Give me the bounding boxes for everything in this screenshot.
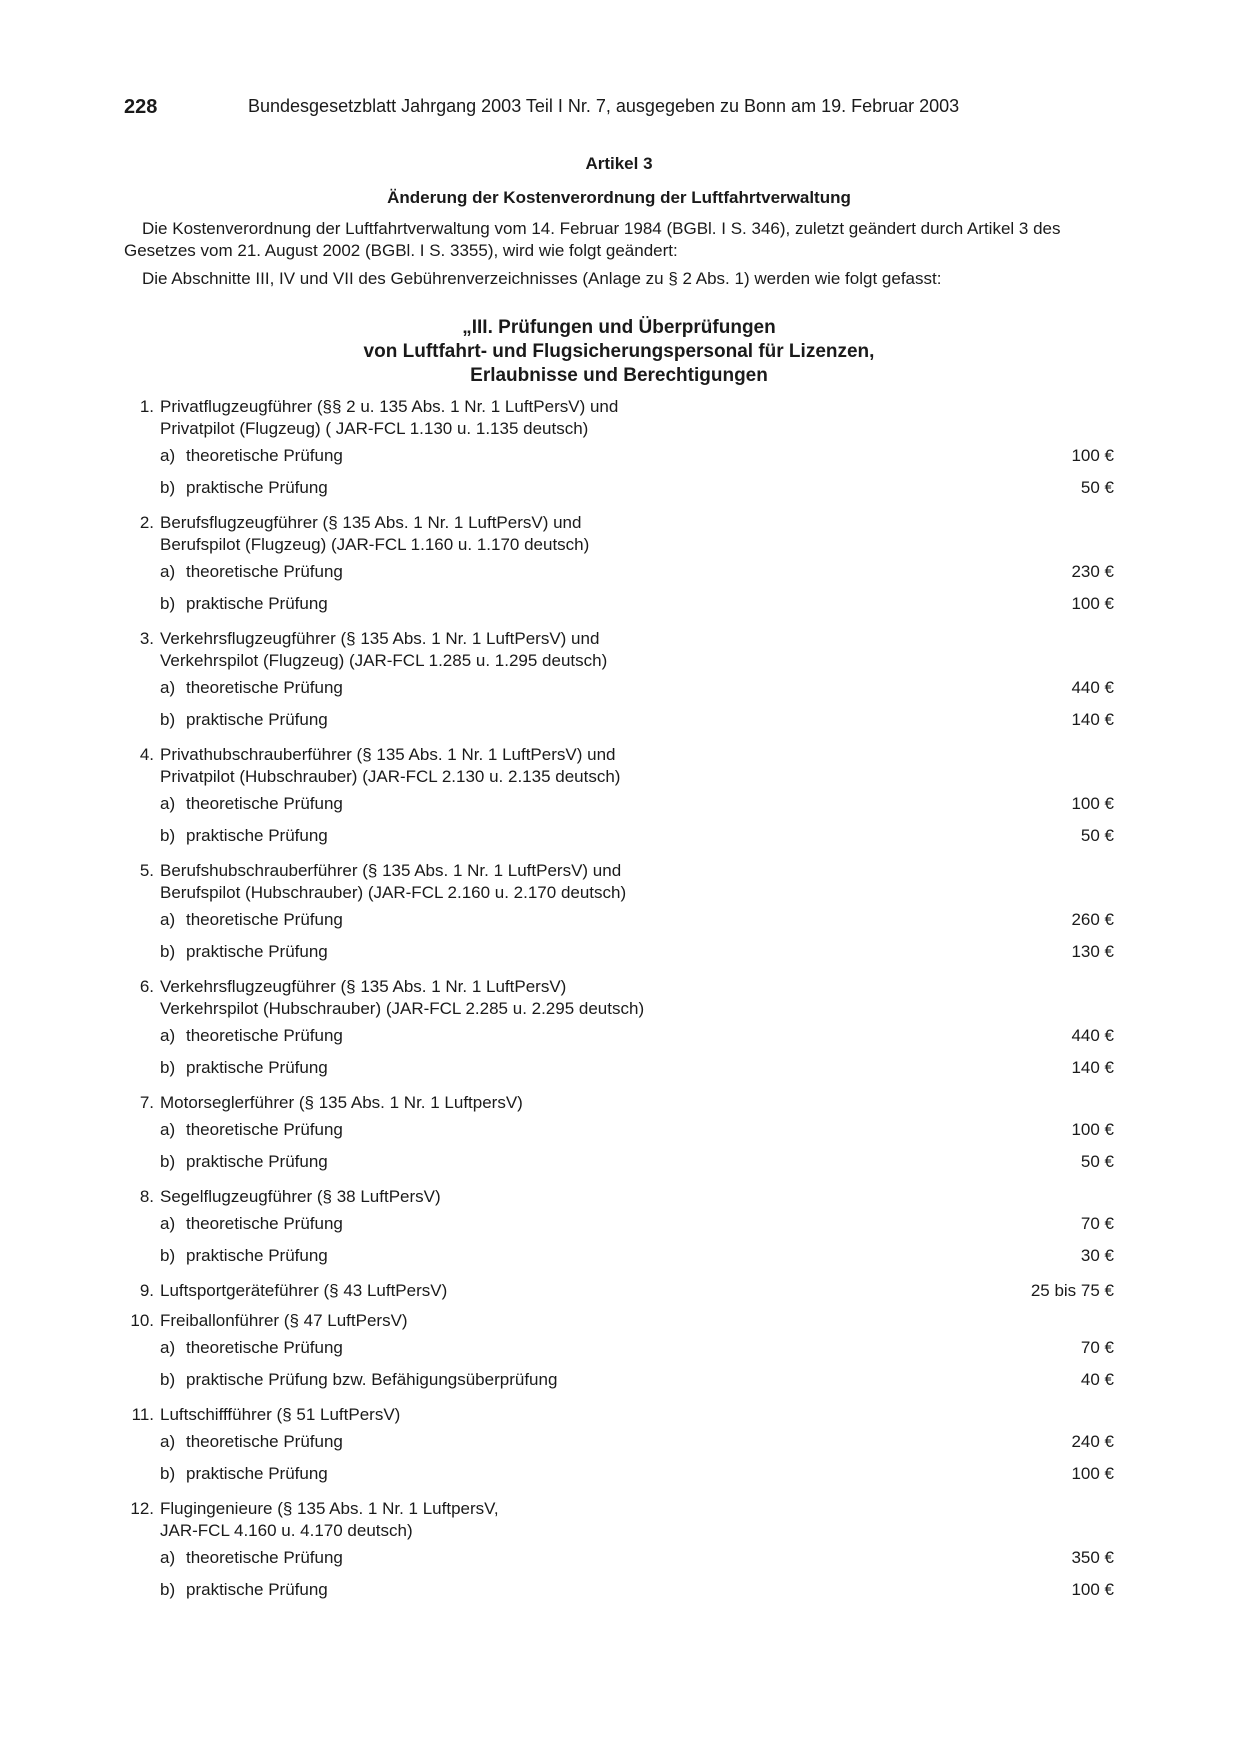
item-number: 7. bbox=[139, 1093, 154, 1112]
running-head: Bundesgesetzblatt Jahrgang 2003 Teil I Nr. 7, ausgegeben zu Bonn am 19. Februar 2003 bbox=[248, 96, 960, 116]
fee-item-heading bbox=[124, 512, 1114, 556]
sub-item-fee: 100 € bbox=[1071, 594, 1114, 613]
sub-item-fee: 40 € bbox=[1080, 1370, 1114, 1389]
item-text-line: Privatpilot (Flugzeug) ( JAR-FCL 1.130 u. 1.135 deutsch) bbox=[160, 419, 589, 438]
item-fee: 25 bis 75 € bbox=[1030, 1281, 1114, 1300]
item-text-line: Verkehrspilot (Hubschrauber) (JAR-FCL 2.285 u. 2.295 deutsch) bbox=[160, 999, 645, 1018]
sub-item bbox=[124, 588, 1114, 620]
item-number: 3. bbox=[139, 629, 154, 648]
sub-item-text: praktische Prüfung bzw. Befähigungsüberprüfung bbox=[186, 1370, 558, 1389]
sub-item bbox=[124, 1052, 1114, 1084]
sub-item-text: praktische Prüfung bbox=[186, 1152, 328, 1171]
sub-item-fee: 30 € bbox=[1080, 1246, 1114, 1265]
fee-item bbox=[124, 1092, 1114, 1178]
sub-item bbox=[124, 472, 1114, 504]
sub-item-text: praktische Prüfung bbox=[186, 1464, 328, 1483]
sub-item bbox=[124, 1426, 1114, 1458]
item-number: 6. bbox=[139, 977, 154, 996]
sub-item-letter: b) bbox=[160, 826, 176, 845]
sub-item-letter: b) bbox=[160, 942, 176, 961]
sub-item-letter: a) bbox=[160, 446, 176, 465]
item-text-line: Verkehrsflugzeugführer (§ 135 Abs. 1 Nr. 1 LuftPersV) bbox=[160, 977, 567, 996]
item-number: 12. bbox=[130, 1499, 154, 1518]
sub-item-letter: b) bbox=[160, 1246, 176, 1265]
sub-item-fee: 230 € bbox=[1071, 562, 1114, 581]
item-text-line: Berufshubschrauberführer (§ 135 Abs. 1 Nr. 1 LuftPersV) und bbox=[160, 861, 622, 880]
sub-item-text: theoretische Prüfung bbox=[186, 1548, 343, 1567]
fee-item-heading bbox=[124, 1310, 1114, 1332]
sub-item-text: theoretische Prüfung bbox=[186, 678, 343, 697]
sub-item-fee: 440 € bbox=[1071, 678, 1114, 697]
item-number: 9. bbox=[139, 1281, 154, 1300]
article-label: Artikel 3 bbox=[585, 154, 653, 173]
document-page bbox=[124, 96, 1114, 1606]
item-number: 4. bbox=[139, 745, 154, 764]
item-number: 5. bbox=[139, 861, 154, 880]
fee-item bbox=[124, 1186, 1114, 1272]
sub-item bbox=[124, 1020, 1114, 1052]
intro-paragraph: Die Kostenverordnung der Luftfahrtverwaltung vom 14. Februar 1984 (BGBl. I S. 346), zuletzt geändert durch Artikel 3 des Gesetzes vom 21. August 2002 (BGBl. I S. 3355), wird wie folgt geändert: bbox=[124, 219, 1061, 260]
sub-item-text: theoretische Prüfung bbox=[186, 1214, 343, 1233]
sub-item bbox=[124, 1332, 1114, 1364]
sub-item-letter: b) bbox=[160, 594, 176, 613]
sub-item-letter: b) bbox=[160, 1058, 176, 1077]
sub-item bbox=[124, 788, 1114, 820]
fee-item-heading bbox=[124, 744, 1114, 788]
sub-item-text: praktische Prüfung bbox=[186, 942, 328, 961]
sub-item-letter: a) bbox=[160, 562, 176, 581]
fee-item bbox=[124, 860, 1114, 968]
sub-item-letter: a) bbox=[160, 1120, 176, 1139]
sub-item-letter: b) bbox=[160, 710, 176, 729]
item-text-line: Segelflugzeugführer (§ 38 LuftPersV) bbox=[160, 1187, 441, 1206]
sub-item bbox=[124, 1208, 1114, 1240]
sub-item-fee: 440 € bbox=[1071, 1026, 1114, 1045]
sub-item-fee: 70 € bbox=[1080, 1338, 1114, 1357]
sub-item-fee: 140 € bbox=[1071, 1058, 1114, 1077]
sub-item-text: praktische Prüfung bbox=[186, 1246, 328, 1265]
sub-item bbox=[124, 1574, 1114, 1606]
fee-item-heading bbox=[124, 1498, 1114, 1542]
item-number: 2. bbox=[139, 513, 154, 532]
fee-item-heading bbox=[124, 628, 1114, 672]
sub-item-letter: b) bbox=[160, 1370, 176, 1389]
fee-item bbox=[124, 976, 1114, 1084]
item-number: 10. bbox=[130, 1311, 154, 1330]
item-text-line: Berufsflugzeugführer (§ 135 Abs. 1 Nr. 1 LuftPersV) und bbox=[160, 513, 582, 532]
sub-item bbox=[124, 1364, 1114, 1396]
item-text-line: Motorseglerführer (§ 135 Abs. 1 Nr. 1 LuftpersV) bbox=[160, 1093, 523, 1112]
sub-item-text: theoretische Prüfung bbox=[186, 794, 343, 813]
sub-item-letter: b) bbox=[160, 1464, 176, 1483]
fee-item bbox=[124, 396, 1114, 504]
page-number: 228 bbox=[124, 96, 158, 118]
item-text-line: Luftsportgeräteführer (§ 43 LuftPersV) bbox=[160, 1281, 448, 1300]
item-text-line: Freiballonführer (§ 47 LuftPersV) bbox=[160, 1311, 408, 1330]
sub-item bbox=[124, 1240, 1114, 1272]
sub-item-text: theoretische Prüfung bbox=[186, 910, 343, 929]
item-text-line: Berufspilot (Hubschrauber) (JAR-FCL 2.160 u. 2.170 deutsch) bbox=[160, 883, 627, 902]
item-text-line: Privatflugzeugführer (§§ 2 u. 135 Abs. 1 Nr. 1 LuftPersV) und bbox=[160, 397, 619, 416]
sub-item-text: theoretische Prüfung bbox=[186, 1338, 343, 1357]
amendment-paragraph: Die Abschnitte III, IV und VII des Gebührenverzeichnisses (Anlage zu § 2 Abs. 1) werden wie folgt gefasst: bbox=[142, 269, 942, 288]
sub-item bbox=[124, 440, 1114, 472]
sub-item-fee: 100 € bbox=[1071, 1464, 1114, 1483]
sub-item-fee: 130 € bbox=[1071, 942, 1114, 961]
sub-item-letter: a) bbox=[160, 910, 176, 929]
section-title-line: von Luftfahrt- und Flugsicherungspersonal für Lizenzen, bbox=[363, 341, 875, 362]
sub-item-fee: 240 € bbox=[1071, 1432, 1114, 1451]
sub-item-text: theoretische Prüfung bbox=[186, 446, 343, 465]
fee-item bbox=[124, 512, 1114, 620]
sub-item bbox=[124, 1146, 1114, 1178]
fee-item-heading bbox=[124, 860, 1114, 904]
item-number: 8. bbox=[139, 1187, 154, 1206]
sub-item-text: praktische Prüfung bbox=[186, 710, 328, 729]
page-header bbox=[124, 96, 1114, 130]
sub-item-text: praktische Prüfung bbox=[186, 478, 328, 497]
item-text-line: Verkehrsflugzeugführer (§ 135 Abs. 1 Nr. 1 LuftPersV) und bbox=[160, 629, 600, 648]
sub-item-fee: 100 € bbox=[1071, 1120, 1114, 1139]
item-text-line: Berufspilot (Flugzeug) (JAR-FCL 1.160 u. 1.170 deutsch) bbox=[160, 535, 590, 554]
fee-item bbox=[124, 1310, 1114, 1396]
sub-item-letter: a) bbox=[160, 1214, 176, 1233]
fee-item bbox=[124, 628, 1114, 736]
sub-item-letter: a) bbox=[160, 1338, 176, 1357]
sub-item-fee: 100 € bbox=[1071, 446, 1114, 465]
sub-item-letter: b) bbox=[160, 1152, 176, 1171]
sub-item-fee: 50 € bbox=[1080, 478, 1114, 497]
fee-item bbox=[124, 1280, 1114, 1302]
sub-item-fee: 260 € bbox=[1071, 910, 1114, 929]
fee-item-heading bbox=[124, 1404, 1114, 1426]
sub-item-text: theoretische Prüfung bbox=[186, 1026, 343, 1045]
sub-item bbox=[124, 820, 1114, 852]
item-text-line: Verkehrspilot (Flugzeug) (JAR-FCL 1.285 u. 1.295 deutsch) bbox=[160, 651, 608, 670]
sub-item bbox=[124, 904, 1114, 936]
sub-item-fee: 50 € bbox=[1080, 1152, 1114, 1171]
item-number: 1. bbox=[139, 397, 154, 416]
sub-item bbox=[124, 556, 1114, 588]
sub-item bbox=[124, 704, 1114, 736]
sub-item bbox=[124, 1458, 1114, 1490]
item-text-line: Flugingenieure (§ 135 Abs. 1 Nr. 1 LuftpersV, bbox=[160, 1499, 499, 1518]
sub-item-letter: a) bbox=[160, 678, 176, 697]
sub-item bbox=[124, 1114, 1114, 1146]
sub-item-text: praktische Prüfung bbox=[186, 826, 328, 845]
sub-item-text: theoretische Prüfung bbox=[186, 562, 343, 581]
sub-item-letter: b) bbox=[160, 1580, 176, 1599]
sub-item-text: praktische Prüfung bbox=[186, 1058, 328, 1077]
item-text-line: Luftschiffführer (§ 51 LuftPersV) bbox=[160, 1405, 401, 1424]
section-title-line: Erlaubnisse und Berechtigungen bbox=[470, 365, 768, 386]
sub-item-letter: a) bbox=[160, 1548, 176, 1567]
fee-item-heading bbox=[124, 1280, 1114, 1302]
sub-item-fee: 100 € bbox=[1071, 1580, 1114, 1599]
sub-item-letter: b) bbox=[160, 478, 176, 497]
sub-item-text: praktische Prüfung bbox=[186, 1580, 328, 1599]
fee-item bbox=[124, 1404, 1114, 1490]
item-text-line: Privathubschrauberführer (§ 135 Abs. 1 Nr. 1 LuftPersV) und bbox=[160, 745, 616, 764]
fee-item bbox=[124, 744, 1114, 852]
item-number: 11. bbox=[131, 1405, 154, 1424]
section-title-line: „III. Prüfungen und Überprüfungen bbox=[462, 317, 776, 338]
fee-item-heading bbox=[124, 976, 1114, 1020]
sub-item-text: praktische Prüfung bbox=[186, 594, 328, 613]
fee-item-heading bbox=[124, 1092, 1114, 1114]
sub-item-text: theoretische Prüfung bbox=[186, 1432, 343, 1451]
sub-item-letter: a) bbox=[160, 1026, 176, 1045]
sub-item-letter: a) bbox=[160, 1432, 176, 1451]
sub-item-fee: 70 € bbox=[1080, 1214, 1114, 1233]
sub-item-text: theoretische Prüfung bbox=[186, 1120, 343, 1139]
sub-item bbox=[124, 936, 1114, 968]
sub-item-fee: 350 € bbox=[1071, 1548, 1114, 1567]
item-text-line: JAR-FCL 4.160 u. 4.170 deutsch) bbox=[160, 1521, 413, 1540]
sub-item bbox=[124, 1542, 1114, 1574]
fee-item-heading bbox=[124, 1186, 1114, 1208]
section-title bbox=[124, 316, 1114, 388]
item-text-line: Privatpilot (Hubschrauber) (JAR-FCL 2.130 u. 2.135 deutsch) bbox=[160, 767, 621, 786]
sub-item-fee: 100 € bbox=[1071, 794, 1114, 813]
fee-schedule-list bbox=[124, 396, 1114, 1606]
sub-item-fee: 140 € bbox=[1071, 710, 1114, 729]
fee-item-heading bbox=[124, 396, 1114, 440]
fee-item bbox=[124, 1498, 1114, 1606]
article-title: Änderung der Kostenverordnung der Luftfahrtverwaltung bbox=[387, 188, 851, 207]
sub-item-letter: a) bbox=[160, 794, 176, 813]
sub-item bbox=[124, 672, 1114, 704]
sub-item-fee: 50 € bbox=[1080, 826, 1114, 845]
